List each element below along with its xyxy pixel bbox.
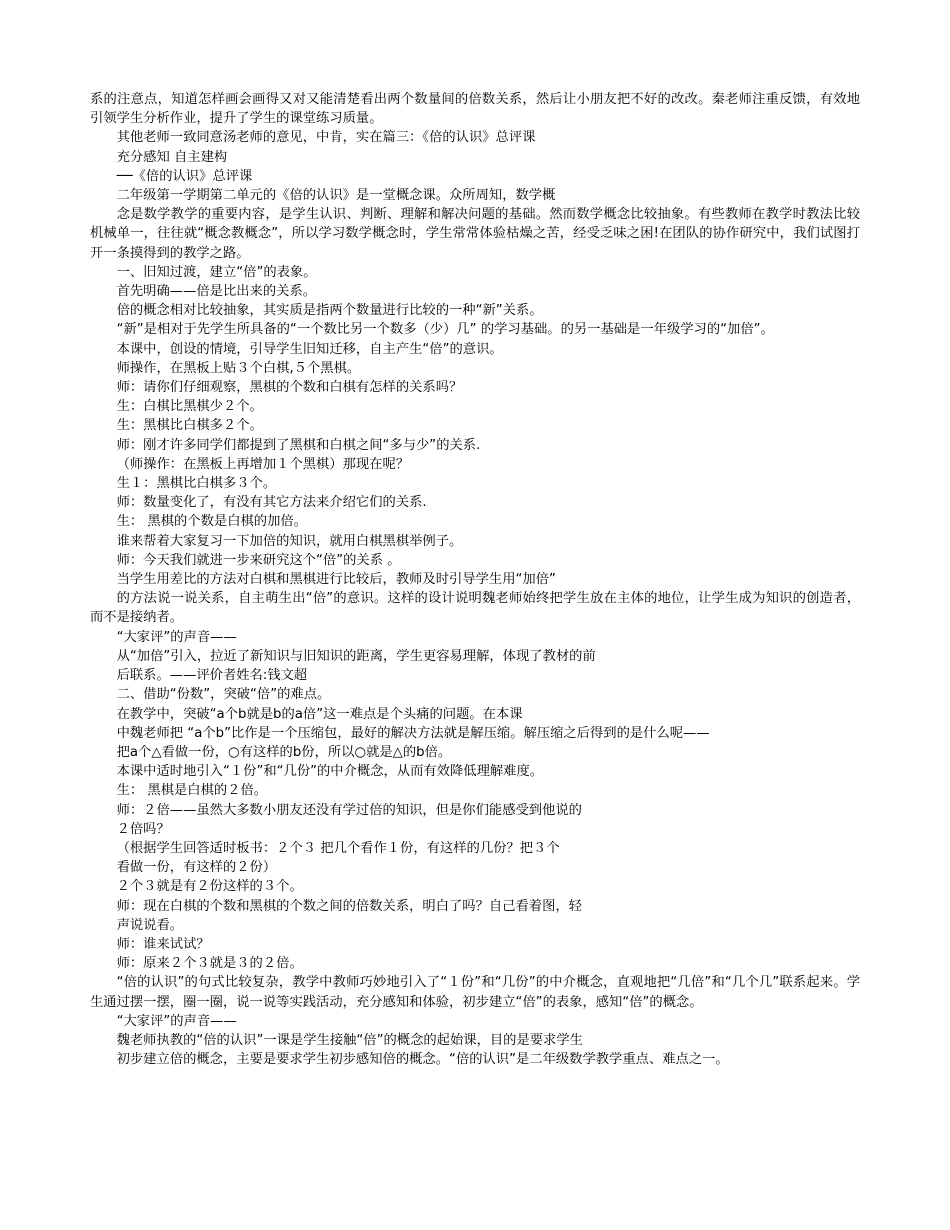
dialogue-line: 师：２倍——虽然大多数小朋友还没有学过倍的知识，但是你们能感受到他说的 bbox=[116, 802, 582, 818]
dialogue-line: 生： 黑棋是白棋的２倍。 bbox=[116, 783, 268, 799]
subtitle: ──《倍的认识》总评课 bbox=[116, 168, 253, 184]
section-heading: 二、借助“份数”，突破“倍”的难点。 bbox=[116, 687, 331, 703]
dialogue-line: 生：白棋比黑棋少２个。 bbox=[116, 399, 263, 415]
paragraph: 当学生用差比的方法对白棋和黑棋进行比较后，教师及时引导学生用“加倍” bbox=[116, 572, 556, 588]
dialogue-line: 生： 黑棋的个数是白棋的加倍。 bbox=[116, 514, 307, 530]
paragraph: 魏老师执教的“倍的认识”一课是学生接触“倍”的概念的起始课，目的是要求学生 bbox=[116, 1032, 583, 1048]
dialogue-line: （师操作：在黑板上再增加１个黑棋）那现在呢？ bbox=[116, 456, 410, 472]
dialogue-line: 师：请你们仔细观察，黑棋的个数和白棋有怎样的关系吗？ bbox=[116, 380, 463, 396]
paragraph: 谁来帮着大家复习一下加倍的知识，就用白棋黑棋举例子。 bbox=[116, 533, 463, 549]
document-page bbox=[90, 90, 860, 1069]
paragraph: 在教学中，突破“a个b就是b的a倍”这一难点是个头痛的问题。在本课 bbox=[116, 706, 523, 722]
dialogue-line: 师：刚才许多同学们都提到了黑棋和白棋之间“多与少”的关系. bbox=[116, 437, 481, 453]
dialogue-line: 师：数量变化了，有没有其它方法来介绍它们的关系. bbox=[116, 495, 427, 511]
paragraph: （根据学生回答适时板书：２个３ 把几个看作１份，有这样的几份？把３个 bbox=[116, 840, 560, 856]
section-heading: 一、旧知过渡，建立“倍”的表象。 bbox=[116, 264, 317, 280]
paragraph: ２倍吗？ bbox=[116, 821, 170, 837]
paragraph: 二年级第一学期第二单元的《倍的认识》是一堂概念课。众所周知，数学概 bbox=[116, 188, 556, 204]
paragraph: 本课中适时地引入“１份”和“几份”的中介概念，从而有效降低理解难度。 bbox=[116, 764, 544, 780]
dialogue-line: 生：黑棋比白棋多２个。 bbox=[116, 418, 263, 434]
paragraph: 中魏老师把 “a个b”比作是一个压缩包，最好的解决方法就是解压缩。解压缩之后得到的是什么呢—— bbox=[116, 725, 710, 741]
paragraph: 的方法说一说关系，自主萌生出“倍”的意识。这样的设计说明魏老师始终把学生放在主体的地位，让学生成为知识的创造者，而不是接纳者。 bbox=[90, 591, 860, 626]
paragraph: 后联系。——评价者姓名:钱文超 bbox=[116, 668, 308, 684]
paragraph: 其他老师一致同意汤老师的意见，中肯，实在篇三：《倍的认识》总评课 bbox=[116, 130, 536, 146]
dialogue-line: 师：原来２个３就是３的２倍。 bbox=[116, 956, 303, 972]
paragraph: 系的注意点，知道怎样画会画得又对又能清楚看出两个数量间的倍数关系，然后让小朋友把不好的改改。秦老师注重反馈，有效地引领学生分析作业，提升了学生的课堂练习质量。 bbox=[90, 92, 860, 127]
dialogue-line: 师：今天我们就进一步来研究这个“倍”的关系 。 bbox=[116, 552, 401, 568]
review-heading: “大家评”的声音—— bbox=[116, 1013, 237, 1029]
paragraph: 念是数学教学的重要内容，是学生认识、判断、理解和解决问题的基础。然而数学概念比较抽象。有些教师在教学时教法比较机械单一，往往就“概念教概念”，所以学习数学概念时，学生常常体验枯燥之苦，经受乏味之困!在团队的协作研究中，我们试图打开一条摸得到的教学之路。 bbox=[90, 207, 860, 261]
paragraph: “新”是相对于先学生所具备的“一个数比另一个数多（少）几” 的学习基础。的另一基础是一年级学习的“加倍”。 bbox=[116, 322, 774, 338]
paragraph: 从“加倍”引入，拉近了新知识与旧知识的距离，学生更容易理解，体现了教材的前 bbox=[116, 648, 596, 664]
dialogue-line: 师：谁来试试？ bbox=[116, 936, 210, 952]
dialogue-line: 师：现在白棋的个数和黑棋的个数之间的倍数关系，明白了吗？自己看着图，轻 bbox=[116, 898, 582, 914]
paragraph: 声说说看。 bbox=[116, 917, 184, 933]
section-heading: 充分感知 自主建构 bbox=[116, 149, 228, 165]
paragraph: 师操作，在黑板上贴３个白棋,５个黑棋。 bbox=[116, 360, 361, 376]
paragraph: ２个３就是有２份这样的３个。 bbox=[116, 879, 303, 895]
dialogue-line: 生１：黑棋比白棋多３个。 bbox=[116, 476, 277, 492]
review-heading: “大家评”的声音—— bbox=[116, 629, 237, 645]
paragraph: 首先明确——倍是比出来的关系。 bbox=[116, 284, 317, 300]
paragraph: 看做一份，有这样的２份） bbox=[116, 860, 277, 876]
paragraph: 倍的概念相对比较抽象，其实质是指两个数量进行比较的一种“新”关系。 bbox=[116, 303, 543, 319]
paragraph: 本课中，创设的情境，引导学生旧知迁移，自主产生“倍”的意识。 bbox=[116, 341, 503, 357]
paragraph: 把a个△看做一份，○有这样的b份，所以○就是△的b倍。 bbox=[116, 744, 452, 760]
paragraph: 初步建立倍的概念，主要是要求学生初步感知倍的概念。“倍的认识”是二年级数学教学重点、难点之一。 bbox=[116, 1052, 729, 1068]
paragraph: “倍的认识”的句式比较复杂，教学中教师巧妙地引入了“１份”和“几份”的中介概念，直观地把“几倍”和“几个几”联系起来。学生通过摆一摆，圈一圈，说一说等实践活动，充分感知和体验，初步建立“倍”的表象，感知“倍”的概念。 bbox=[90, 975, 860, 1010]
